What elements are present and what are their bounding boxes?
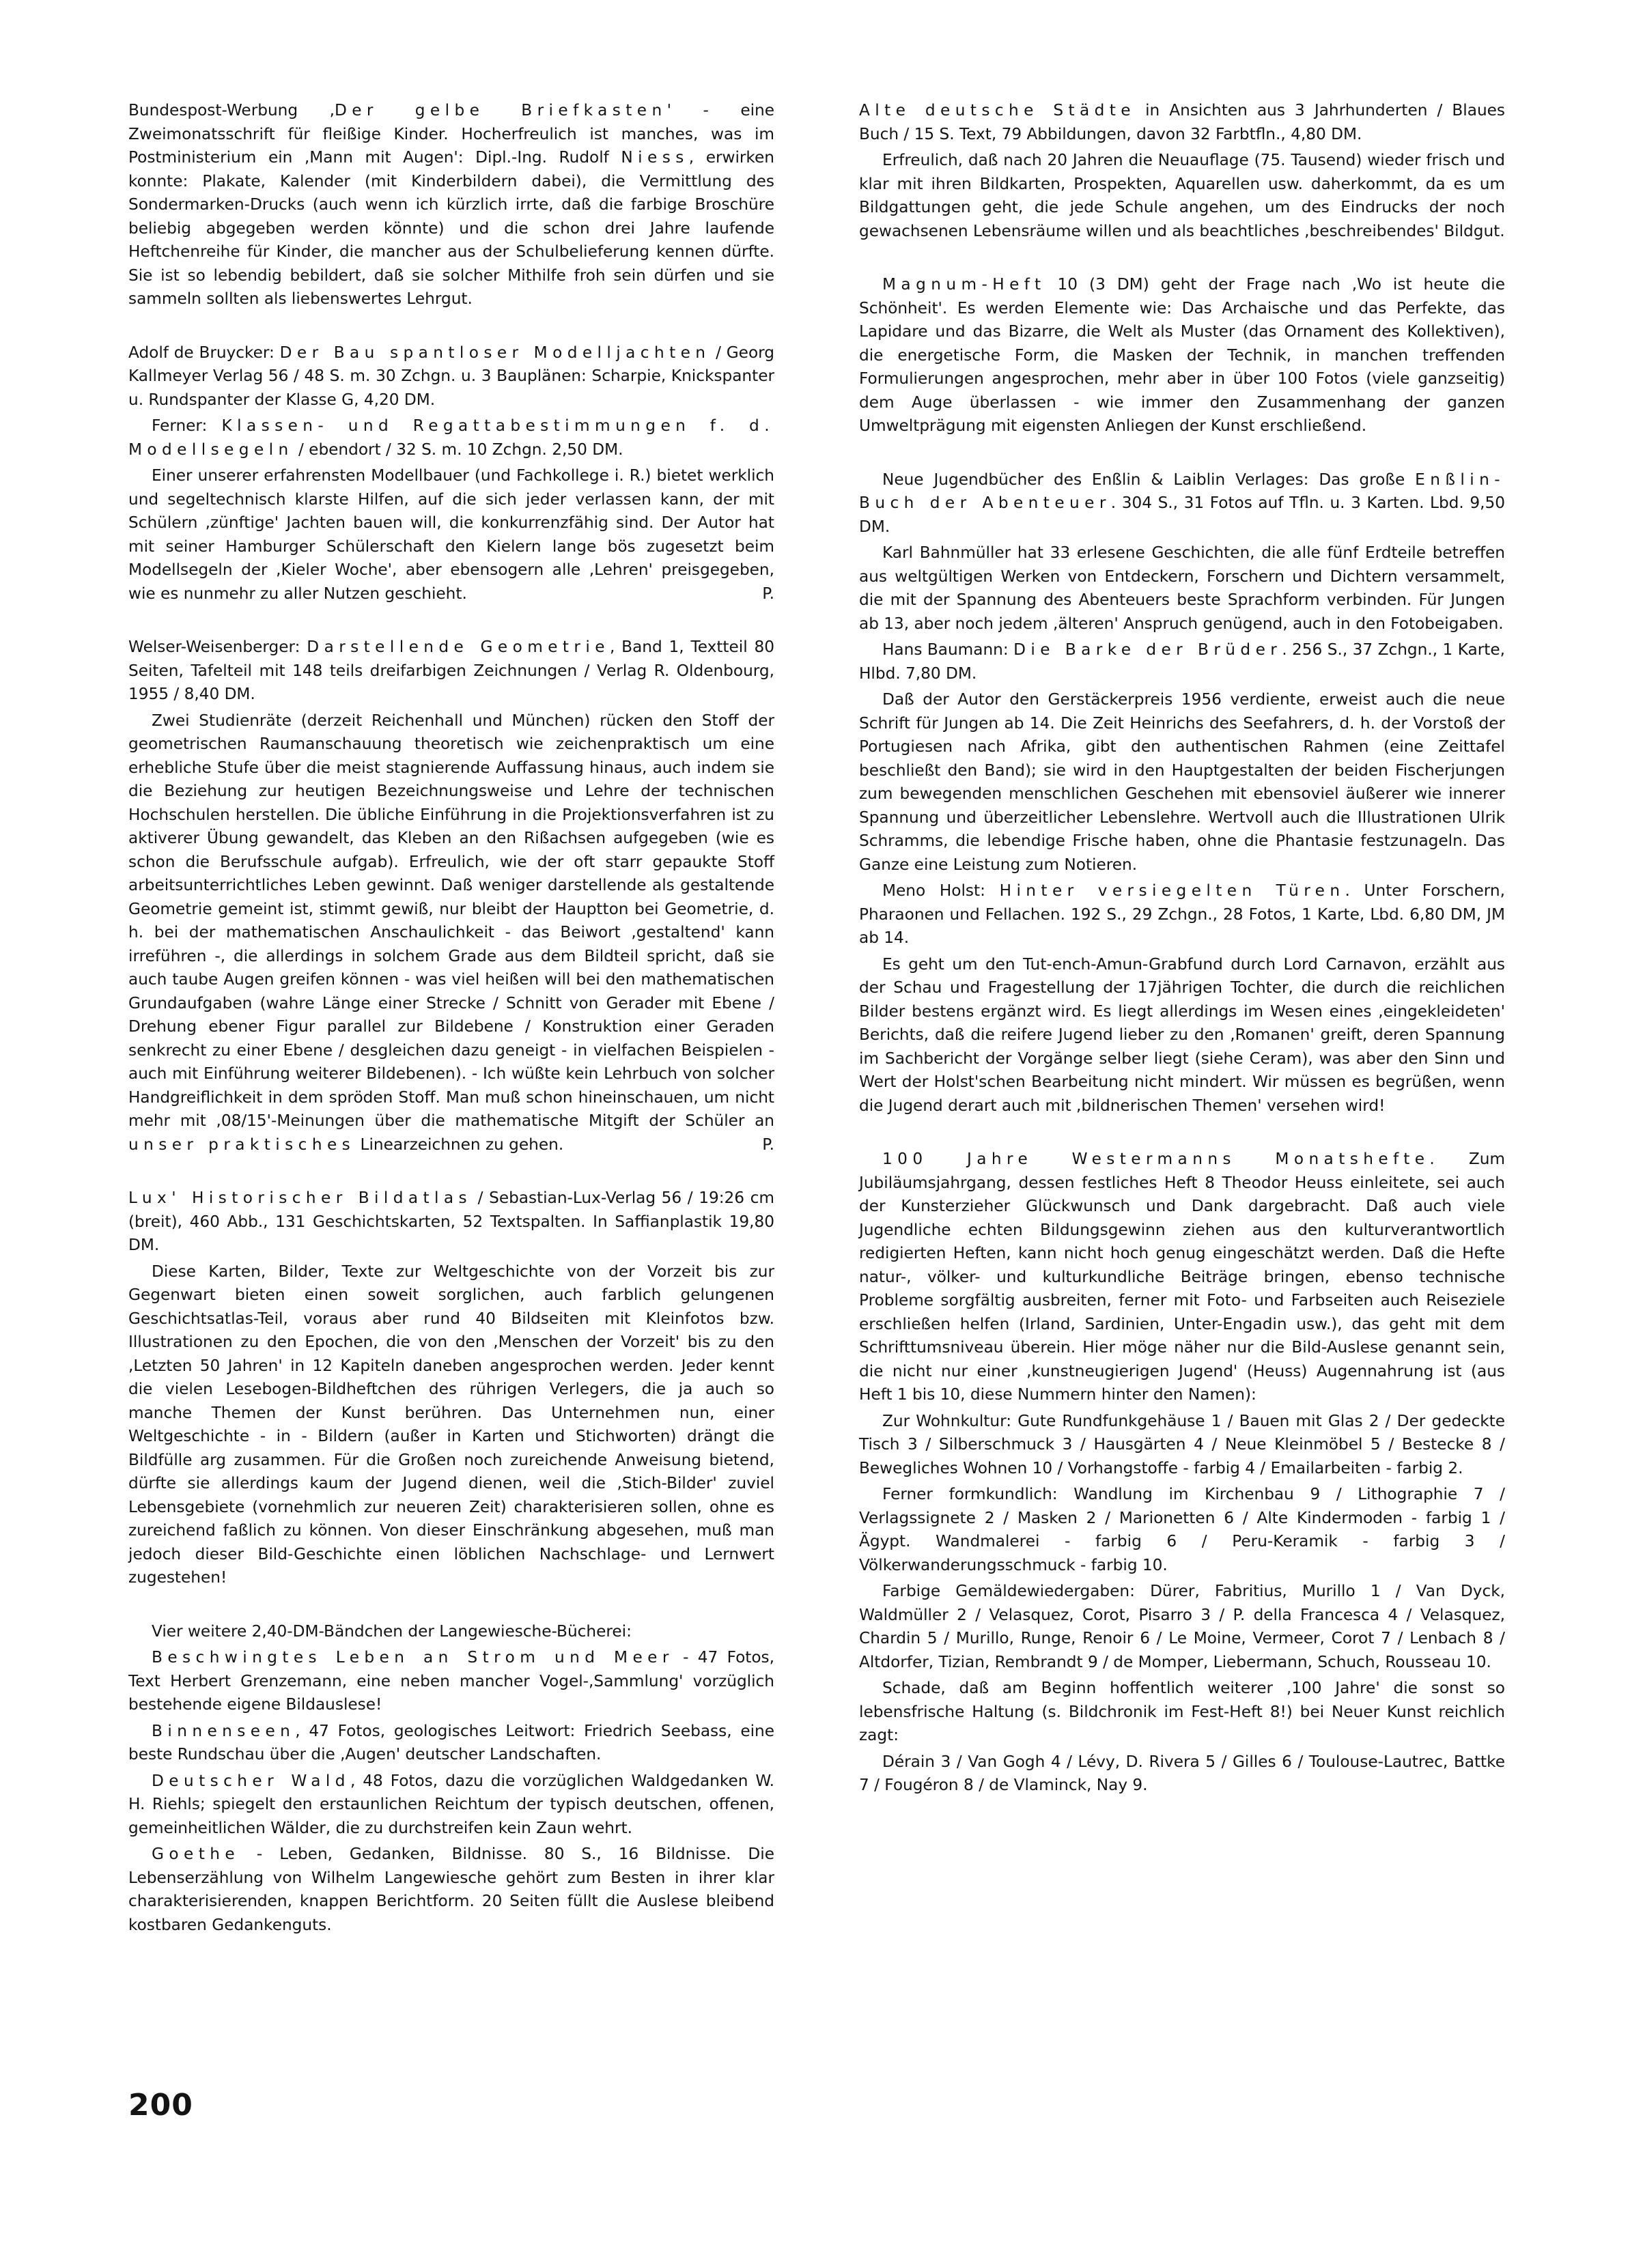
text-run: Hans Baumann: bbox=[882, 640, 1014, 659]
paragraph bbox=[128, 709, 774, 1157]
review-entry bbox=[128, 1620, 774, 1938]
text-run: , Band 1, Textteil 80 Seiten, Tafelteil mit 148 teils dreifarbigen Zeichnungen / Verlag R. Oldenbourg, 1955 / 8,40 DM. bbox=[128, 638, 774, 703]
spaced-title: Deutscher Wald bbox=[152, 1771, 350, 1790]
author-initial: P. bbox=[762, 1135, 774, 1154]
text-run: , erwirken konnte: Plakate, Kalender (mit Kinderbildern dabei), die Vermittlung des Sondermarken-Drucks (auch wenn ich kürzlich irrte, daß die farbige Broschüre beliebig abgegeben werden könnte) und die schon drei Jahre laufende Heftchenreihe für Kinder, die mancher aus der Schulbelieferung kennen dürfte. Sie ist so lebendig bebildert, daß sie solcher Mithilfe froh sein dürfen und sie sammeln sollten als liebenswertes Lehrgut. bbox=[128, 148, 774, 308]
paragraph bbox=[859, 879, 1505, 950]
text-run: . 304 S., 31 Fotos auf Tfln. u. 3 Karten. Lbd. 9,50 DM. bbox=[859, 494, 1505, 536]
paragraph bbox=[859, 541, 1505, 636]
text-run: / Sebastian-Lux-Verlag 56 / 19:26 cm (breit), 460 Abb., 131 Geschichtskarten, 52 Textspalten. In Saffianplastik 19,80 DM. bbox=[128, 1189, 774, 1254]
paragraph bbox=[128, 1187, 774, 1258]
paragraph bbox=[128, 636, 774, 707]
spaced-title: Binnenseen bbox=[152, 1721, 296, 1740]
text-run: Schade, daß am Beginn hoffentlich weiterer ,100 Jahre' die sonst so lebensfrische Haltung (s. Bildchronik im Fest-Heft 8!) bei Neuer Kunst reichlich zagt: bbox=[859, 1679, 1505, 1744]
spaced-title: Lux' Historischer Bildatlas bbox=[128, 1189, 473, 1207]
text-run: Ferner formkundlich: Wandlung im Kirchenbau 9 / Lithographie 7 / Verlagssignete 2 / Masken 2 / Marionetten 6 / Alte Kindermoden - farbig 1 / Ägypt. Wandmalerei - farbig 6 / Peru-Keramik - farbig 3 / Völkerwanderungsschmuck - farbig 10. bbox=[859, 1485, 1505, 1574]
text-run: Zwei Studienräte (derzeit Reichenhall und München) rücken den Stoff der geometrischen Raumanschauung theoretisch wie zeichenpraktisch um eine erhebliche Stufe über die meist stagnierende Auffassung hinaus, auch indem sie die Beziehung zur heutigen Bezeichnungsweise und Lehre der technischen Hochschulen herstellen. Die übliche Einführung in die Projektionsverfahren ist zu aktiverer Übung gewandelt, das Kleben an den Rißachsen aufgegeben (wie es schon die Berufsschule aufgab). Erfreulich, wie der oft starr gepaukte Stoff arbeitsunterrichtliches Leben gewinnt. Daß weniger darstellende als gestaltende Geometrie gemeint ist, stimmt gewiß, nur bleibt der Hauptton bei Geometrie, d. h. bei der mathematischen Anschaulichkeit - das Beiwort ,gestaltend' kann irreführen -, die allerdings in solchem Grade aus dem Bildteil spricht, daß sie auch taube Augen greifen können - was viel heißen will bei den mathematischen Grundaufgaben (wahre Länge einer Strecke / Schnitt von Gerader mit Ebene / Drehung ebener Figur parallel zur Bildebene / Konstruktion einer Geraden senkrecht zu einer Ebene / desgleichen dazu geneigt - in vielfachen Beispielen - auch mit Einführung weiterer Bildebenen). - Ich wüßte kein Lehrbuch von solcher Handgreiflichkeit in dem spröden Stoff. Man muß schon hineinschauen, um nicht mehr mit ,08/15'-Meinungen über die mathematische Mitgift der Schüler an bbox=[128, 711, 774, 1130]
paragraph bbox=[128, 1260, 774, 1590]
paragraph bbox=[128, 1646, 774, 1717]
text-run: Welser-Weisenberger: bbox=[128, 638, 307, 656]
paragraph bbox=[859, 1750, 1505, 1798]
paragraph bbox=[859, 688, 1505, 877]
paragraph bbox=[859, 1148, 1505, 1407]
review-entry bbox=[859, 468, 1505, 1118]
paragraph bbox=[128, 341, 774, 412]
page-number: 200 bbox=[128, 2088, 193, 2123]
text-run: Bundespost-Werbung , bbox=[128, 101, 335, 119]
paragraph bbox=[859, 1483, 1505, 1577]
paragraph bbox=[859, 273, 1505, 438]
spaced-title: Alte deutsche Städte bbox=[859, 101, 1136, 119]
text-run: Einer unserer erfahrensten Modellbauer (und Fachkollege i. R.) bietet werklich und segeltechnisch klarste Hilfen, auf die sich jeder verlassen kann, der mit Schülern ,zünftige' Jachten bauen will, die konkurrenzfähig sind. Der Autor hat mit seiner Hamburger Schülerschaft den Kielern lange bös zugesetzt beim Modellsegeln der ,Kieler Woche', aber ebensogern alle ,Lehren' preisgegeben, wie es nunmehr zu aller Nutzen geschieht. bbox=[128, 466, 774, 603]
text-run: Linearzeichnen zu gehen. bbox=[355, 1135, 564, 1154]
text-run: in Ansichten aus 3 Jahrhunderten / Blaues Buch / 15 S. Text, 79 Abbildungen, davon 32 Farbtfln., 4,80 DM. bbox=[859, 101, 1505, 143]
paragraph bbox=[128, 414, 774, 462]
text-run: Adolf de Bruycker: bbox=[128, 343, 280, 362]
review-entry bbox=[128, 1187, 774, 1590]
spaced-title: unser praktisches bbox=[128, 1135, 356, 1154]
paragraph bbox=[128, 99, 774, 311]
paragraph bbox=[128, 464, 774, 606]
text-run: , 48 Fotos, dazu die vorzüglichen Waldgedanken W. H. Riehls; spiegelt den erstaunlichen Reichtum der typisch deutschen, offenen, gemeinheitlichen Wälder, die zu durchstreifen kein Zaun wehrt. bbox=[128, 1771, 774, 1837]
text-run: Karl Bahnmüller hat 33 erlesene Geschichten, die alle fünf Erdteile betreffen aus weltgültigen Werken von Entdeckern, Forschern und Dichtern versammelt, die mit der Spannung des Abenteuers beste Sprachform verbinden. Für Jungen ab 13, aber noch jedem ,älteren' Anspruch genügend, auch in den Fotobeigaben. bbox=[859, 543, 1505, 633]
text-run: Erfreulich, daß nach 20 Jahren die Neuauflage (75. Tausend) wieder frisch und klar mit ihren Bildkarten, Prospekten, Aquarellen usw. daherkommt, da es um Bildgattungen geht, die jede Schule angehen, um des Eindrucks der noch gewachsenen Lebensräume willen und als beachtliches ,beschreibendes' Bildgut. bbox=[859, 151, 1505, 240]
text-run: Es geht um den Tut-ench-Amun-Grabfund durch Lord Carnavon, erzählt aus der Schau und Fragestellung der 17jährigen Tochter, die durch die reichlichen Bilder bestens ergänzt wird. Es liegt allerdings im Wesen eines ,eingekleideten' Berichts, daß die reifere Jugend lieber zu den ,Romanen' greift, deren Spannung im Sachbericht der Vorgänge selber liegt (siehe Ceram), was aber den Sinn und Wert der Holst'schen Bearbeitung nicht mindert. Wir müssen es begrüßen, wenn die Jugend derart auch mit ,bildnerischen Themen' versehen wird! bbox=[859, 954, 1505, 1115]
text-run: - Leben, Gedanken, Bildnisse. 80 S., 16 Bildnisse. Die Lebenserzählung von Wilhelm Langewiesche gehört zum Besten in ihrer klar charakterisierenden, knappen Berichtform. 20 Seiten füllt die Auslese bleibend kostbaren Gedankenguts. bbox=[128, 1845, 774, 1934]
text-run: Zur Wohnkultur: Gute Rundfunkgehäuse 1 / Bauen mit Glas 2 / Der gedeckte Tisch 3 / Silberschmuck 3 / Hausgärten 4 / Neue Kleinmöbel 5 / Bestecke 8 / Bewegliches Wohnen 10 / Vorhangstoffe - farbig 4 / Emailarbeiten - farbig 2. bbox=[859, 1411, 1505, 1477]
text-run: Farbige Gemäldewiedergaben: Dürer, Fabritius, Murillo 1 / Van Dyck, Waldmüller 2 / Velasquez, Corot, Pisarro 3 / P. della Francesca 4 / Velasquez, Chardin 5 / Murillo, Runge, Renoir 6 / Le Moine, Vermeer, Corot 7 / Lenbach 8 / Altdorfer, Tizian, Rembrandt 9 / de Momper, Liebermann, Schuch, Rousseau 10. bbox=[859, 1582, 1505, 1671]
author-initial: P. bbox=[762, 584, 774, 603]
paragraph bbox=[128, 1620, 774, 1644]
review-entry bbox=[128, 636, 774, 1157]
review-entry bbox=[128, 99, 774, 311]
text-run: Diese Karten, Bilder, Texte zur Weltgeschichte von der Vorzeit bis zur Gegenwart bieten einen soweit sorglichen, auch farblich gelungenen Geschichtsatlas-Teil, voraus aber rund 40 Bildseiten mit Kleinfotos bzw. Illustrationen zu den Epochen, die von den ,Menschen der Vorzeit' bis zu den ,Letzten 50 Jahren' in 12 Kapiteln daneben angesprochen werden. Jeder kennt die vielen Lesebogen-Bildheftchen des rührigen Verlegers, die ja auch so manche Themen der Kunst berühren. Das Unternehmen nun, einer Weltgeschichte - in - Bildern (außer in Karten und Stichworten) drängt die Bildfülle arg zusammen. Für die Großen noch zureichende Anweisung bietend, dürfte sie allerdings kaum der Jugend dienen, weil die ,Stich-Bilder' zuviel Lebensgebiete (vornehmlich zur neueren Zeit) charakterisieren sollen, ohne es zureichend faßlich zu können. Von dieser Einschränkung abgesehen, muß man jedoch dieser Bild-Geschichte einen löblichen Nachschlage- und Lernwert zugestehen! bbox=[128, 1262, 774, 1587]
text-run: , 47 Fotos, geologisches Leitwort: Friedrich Seebass, eine beste Rundschau über die ,Augen' deutscher Landschaften. bbox=[128, 1721, 774, 1763]
left-column bbox=[128, 99, 774, 1967]
spaced-title: 100 Jahre Westermanns Monatshefte bbox=[882, 1150, 1430, 1168]
paragraph bbox=[128, 1720, 774, 1767]
review-entry bbox=[859, 1148, 1505, 1798]
paragraph bbox=[859, 638, 1505, 685]
spaced-title: Magnum-Heft bbox=[882, 275, 1046, 294]
review-entry bbox=[859, 273, 1505, 438]
spaced-title: Darstellende Geometrie bbox=[307, 638, 610, 656]
spaced-title: Der gelbe Briefkasten bbox=[334, 101, 667, 119]
text-run: - 47 Fotos, Text Herbert Grenzemann, eine neben mancher Vogel-,Sammlung' vorzüglich bestehende eigene Bildauslese! bbox=[128, 1648, 774, 1714]
text-run: Vier weitere 2,40-DM-Bändchen der Langewiesche-Bücherei: bbox=[152, 1621, 632, 1641]
spaced-title: Beschwingtes Leben an Strom und Meer bbox=[152, 1648, 674, 1667]
spaced-title: Goethe bbox=[152, 1845, 240, 1863]
paragraph bbox=[128, 1770, 774, 1841]
text-run: . Zum Jubiläumsjahrgang, dessen festliches Heft 8 Theodor Heuss einleitete, sei auch der Kunsterzieher Glückwunsch und Dank dargebracht. Daß auch viele Jugendliche echten Bildungsgewinn ziehen aus den kulturverantwortlich redigierten Heften, kann nicht hoch genug eingeschätzt werden. Daß die Hefte natur-, völker- und kulturkundliche Beiträge bringen, ebenso technische Probleme sorgfältig ausbreiten, ferner mit Foto- und Farbseiten auch Reiseziele erschließen helfen (Irland, Sardinien, Unter-Engadin usw.), das geht mit dem Schrifttumsniveau überein. Hier möge näher nur die Bild-Auslese genannt sein, die nicht nur einer ,kunstneugierigen Jugend' (Heuss) Augennahrung ist (aus Heft 1 bis 10, diese Nummern hinter den Namen): bbox=[859, 1150, 1505, 1404]
text-run: / ebendort / 32 S. m. 10 Zchgn. 2,50 DM. bbox=[293, 440, 623, 459]
text-run: Daß der Autor den Gerstäckerpreis 1956 verdiente, erweist auch die neue Schrift für Jungen ab 14. Die Zeit Heinrichs des Seefahrers, d. h. der Vorstoß der Portugiesen nach Afrika, gibt den authentischen Rahmen (eine Zeittafel beschließt den Band); sie wird in den Hauptgestalten der beiden Fischerjungen zum bewegenden menschlichen Geschehen mit ebensoviel äußerer wie innerer Spannung und überzeitlicher Lebenslehre. Wertvoll auch die Illustrationen Ulrik Schramms, die lebendige Frische haben, ohne die Phantasie festzunageln. Das Ganze eine Leistung zum Notieren. bbox=[859, 690, 1505, 874]
spaced-title: Klassen- und Regattabestimmungen f. d. Modellsegeln bbox=[128, 416, 774, 459]
spaced-title: Niess bbox=[621, 148, 689, 167]
paragraph bbox=[859, 468, 1505, 539]
paragraph bbox=[859, 1677, 1505, 1748]
spaced-title: Enßlin-Buch der Abenteuer bbox=[859, 470, 1505, 512]
paragraph bbox=[859, 99, 1505, 146]
paragraph bbox=[859, 953, 1505, 1118]
text-run: . Unter Forschern, Pharaonen und Fellachen. 192 S., 29 Zchgn., 28 Fotos, 1 Karte, Lbd. 6,80 DM, JM ab 14. bbox=[859, 881, 1505, 947]
text-run: Meno Holst: bbox=[882, 881, 1000, 900]
text-run: Neue Jugendbücher des Enßlin & Laiblin Verlages: Das große bbox=[882, 470, 1416, 489]
paragraph bbox=[128, 1843, 774, 1937]
spaced-title: Die Barke der Brüder bbox=[1013, 640, 1282, 659]
paragraph bbox=[859, 1410, 1505, 1481]
text-run: 10 (3 DM) geht der Frage nach ,Wo ist heute die Schönheit'. Es werden Elemente wie: Das Archaische und das Perfekte, das Lapidare und das Bizarre, die Welt als Muster (das Ornament des Kollektiven), die energetische Form, die Masken der Technik, in manchen treffenden Formulierungen angesprochen, mehr aber in über 100 Fotos (viele ganzseitig) dem Auge überlassen - wie immer den Zusammenhang der ganzen Umweltprägung mit eigensten Anliegen der Kunst erschließend. bbox=[859, 275, 1505, 435]
review-entry bbox=[128, 341, 774, 606]
text-run: Ferner: bbox=[152, 416, 222, 435]
text-run: . 256 S., 37 Zchgn., 1 Karte, Hlbd. 7,80 DM. bbox=[859, 640, 1506, 683]
text-run: ' - eine Zweimonatsschrift für fleißige Kinder. Hocherfreulich ist manches, was im Postministerium ein ,Mann mit Augen': Dipl.-Ing. Rudolf bbox=[128, 101, 775, 167]
right-column bbox=[859, 99, 1505, 1828]
paragraph bbox=[859, 1580, 1505, 1674]
text-run: Dérain 3 / Van Gogh 4 / Lévy, D. Rivera 5 / Gilles 6 / Toulouse-Lautrec, Battke 7 / Fougéron 8 / de Vlaminck, Nay 9. bbox=[859, 1752, 1505, 1794]
spaced-title: Hinter versiegelten Türen bbox=[999, 881, 1345, 900]
paragraph bbox=[859, 149, 1505, 243]
review-entry bbox=[859, 99, 1505, 243]
spaced-title: Der Bau spantloser Modelljachten bbox=[279, 343, 711, 362]
text-run: / Georg Kallmeyer Verlag 56 / 48 S. m. 30 Zchgn. u. 3 Bauplänen: Scharpie, Knickspanter u. Rundspanter der Klasse G, 4,20 DM. bbox=[128, 343, 774, 409]
